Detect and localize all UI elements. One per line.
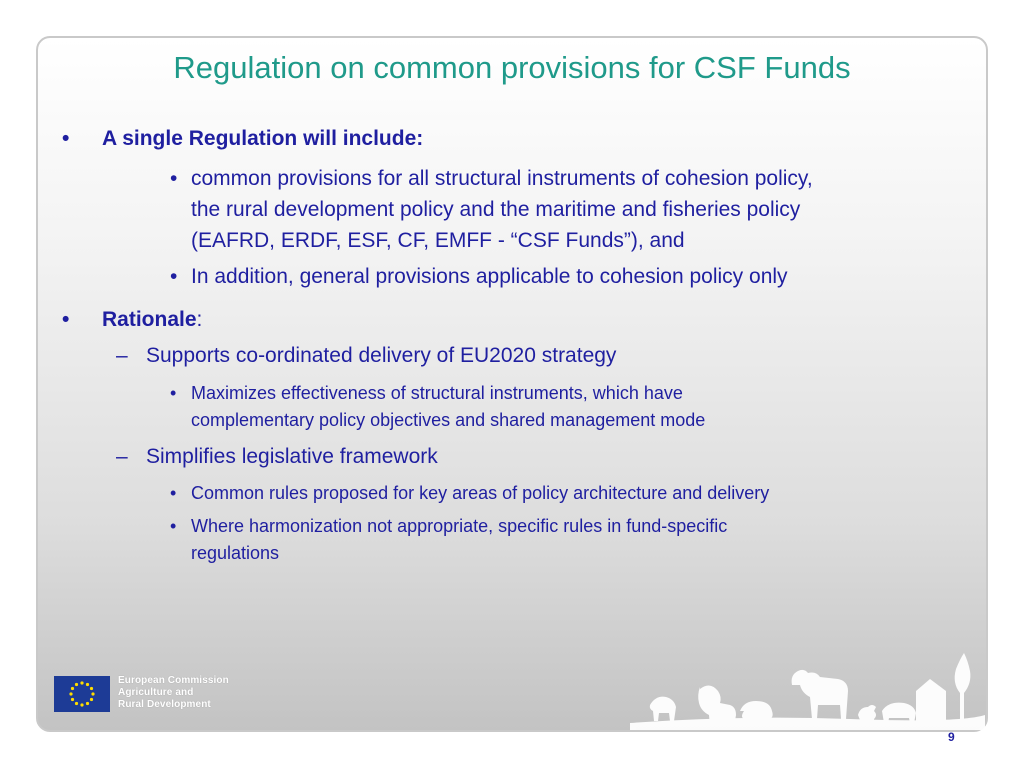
list-item-line: the rural development policy and the maritime and fisheries policy [191,198,801,221]
list-item: Common rules proposed for key areas of policy architecture and delivery [191,483,770,503]
org-line: Agriculture and [118,687,194,698]
list-item-line: common provisions for all structural instruments of cohesion policy, [191,167,813,190]
eu-stars-icon [54,676,110,712]
bullet-dot: • [62,308,70,331]
page-number: 9 [948,730,955,744]
sub-bullet-eu2020: Supports co-ordinated delivery of EU2020 strategy [146,344,617,367]
sub-bullet-simplifies: Simplifies legislative framework [146,445,438,468]
dash-marker: – [116,344,128,367]
bullet-dot: • [170,483,177,503]
org-line: European Commission [118,675,229,686]
rationale-label: Rationale [102,308,197,331]
list-item-line: complementary policy objectives and shared management mode [191,410,706,430]
list-item-line: Where harmonization not appropriate, specific rules in fund-specific [191,516,728,536]
rationale-colon: : [196,308,203,331]
slide-title: Regulation on common provisions for CSF Funds [173,50,851,85]
organisation-name [118,675,229,711]
dash-marker: – [116,445,128,468]
org-line: Rural Development [118,699,211,710]
bullet-dot: • [170,265,178,288]
list-item-line: regulations [191,543,280,563]
list-item: In addition, general provisions applicable to cohesion policy only [191,265,788,288]
bullet-single-regulation: A single Regulation will include: [102,127,424,150]
bullet-rationale [102,305,202,335]
bullet-dot: • [62,127,70,150]
list-item-line: Maximizes effectiveness of structural instruments, which have [191,383,683,403]
farm-animals-illustration [620,645,990,730]
eu-flag-logo [54,676,110,712]
bullet-dot: • [170,167,178,190]
bullet-dot: • [170,516,177,536]
bullet-dot: • [170,383,177,403]
list-item-line: (EAFRD, ERDF, ESF, CF, EMFF - “CSF Funds”), and [191,229,685,252]
